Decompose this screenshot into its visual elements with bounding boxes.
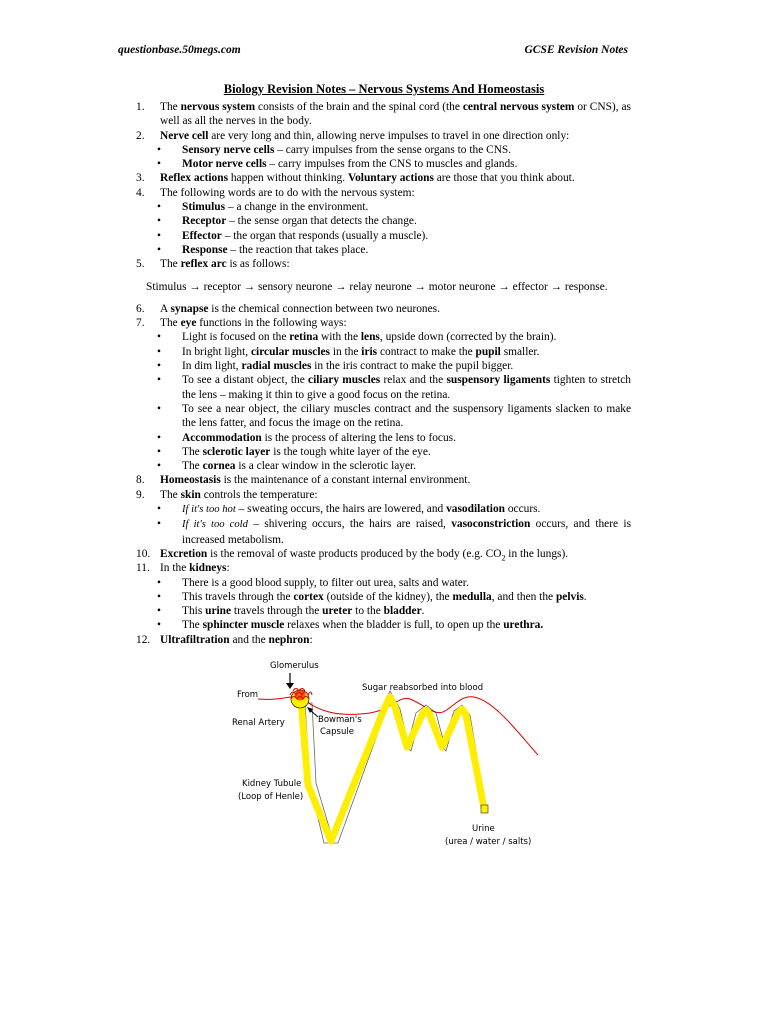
list-item: 4. The following words are to do with the nervous system: [136, 186, 415, 199]
from-label: From [237, 690, 259, 700]
list-item: 7. The eye functions in the following ways: [136, 317, 347, 330]
bullet-item: • If it's too cold – shivering occurs, the hairs are raised, vasoconstriction occurs, and there is increased metabolism. [157, 518, 632, 546]
renal-artery-label: Renal Artery [232, 718, 285, 728]
bullet-item: • In bright light, circular muscles in the iris contract to make the pupil smaller. [157, 345, 540, 358]
bullet-item: • Effector – the organ that responds (usually a muscle). [157, 229, 429, 242]
list-item: 10. Excretion is the removal of waste products produced by the body (e.g. $CO_2$ in the lungs). [136, 547, 569, 563]
bullet-item: • Response – the reaction that takes place. [157, 243, 369, 256]
bullet-item: • To see a near object, the ciliary muscles contract and the suspensory ligaments slacken to make the lens fatter, and focus the image on the retina. [157, 402, 631, 430]
bowmans-label-2: Capsule [320, 727, 354, 737]
bullet-item: • Sensory nerve cells – carry impulses from the sense organs to the CNS. [157, 143, 512, 156]
kidney-tubule-label: Kidney Tubule [242, 779, 302, 789]
sugar-reabsorbed-label: Sugar reabsorbed into blood [362, 683, 484, 693]
bullet-item: • There is a good blood supply, to filter out urea, salts and water. [157, 576, 469, 589]
page-title: Biology Revision Notes – Nervous Systems And Homeostasis [223, 82, 545, 96]
urine-contents-label: (urea / water / salts) [445, 837, 532, 847]
urine-outlet [481, 805, 488, 813]
bullet-item: • The sclerotic layer is the tough white layer of the eye. [157, 445, 431, 458]
list-item: 5. The reflex arc is as follows: [136, 258, 290, 271]
urine-label: Urine [472, 824, 495, 834]
nephron-diagram [230, 655, 540, 855]
bullet-item: • In dim light, radial muscles in the iris contract to make the pupil bigger. [157, 360, 514, 373]
notes-body [136, 100, 631, 647]
header-subject: GCSE Revision Notes [524, 44, 628, 56]
bullet-item: • Light is focused on the retina with the lens, upside down (corrected by the brain). [157, 331, 557, 344]
bullet-item: • Stimulus – a change in the environment. [157, 201, 369, 214]
reflex-arc-flow: Stimulus → receptor → sensory neurone → relay neurone → motor neurone → effector → response. [146, 280, 608, 293]
bullet-item: • The sphincter muscle relaxes when the bladder is full, to open up the urethra. [157, 619, 544, 632]
list-item: 1. The nervous system consists of the brain and the spinal cord (the central nervous system or CNS), as well as all the nerves in the body. [136, 101, 631, 128]
bullet-item: • Accommodation is the process of altering the lens to focus. [157, 431, 456, 444]
list-item: 12. Ultrafiltration and the nephron: [136, 633, 313, 646]
bullet-item: • To see a distant object, the ciliary muscles relax and the suspensory ligaments tighten to stretch the lens – making it thin to give a good focus on the retina. [157, 374, 631, 401]
header-site: questionbase.50megs.com [118, 44, 241, 56]
list-item: 3. Reflex actions happen without thinking. Voluntary actions are those that you think about. [136, 172, 575, 185]
arrow-down-icon [286, 683, 294, 689]
list-item: 11. In the kidneys: [136, 562, 230, 575]
list-item: 2. Nerve cell are very long and thin, allowing nerve impulses to travel in one direction only: [136, 129, 570, 142]
loop-of-henle-label: (Loop of Henle) [238, 792, 304, 802]
bullet-item: • If it's too hot – sweating occurs, the hairs are lowered, and vasodilation occurs. [157, 503, 541, 516]
glomerulus-label: Glomerulus [270, 661, 319, 671]
bullet-item: • This urine travels through the ureter to the bladder. [157, 605, 425, 618]
bullet-item: • The cornea is a clear window in the sclerotic layer. [157, 460, 417, 473]
bullet-item: • This travels through the cortex (outside of the kidney), the medulla, and then the pelvis. [157, 590, 587, 603]
bullet-item: • Motor nerve cells – carry impulses from the CNS to muscles and glands. [157, 158, 518, 171]
list-item: 8. Homeostasis is the maintenance of a constant internal environment. [136, 474, 471, 487]
list-item: 6. A synapse is the chemical connection between two neurones. [136, 302, 440, 315]
list-item: 9. The skin controls the temperature: [136, 488, 318, 501]
bowmans-label-1: Bowman's [318, 715, 362, 725]
bullet-item: • Receptor – the sense organ that detects the change. [157, 215, 417, 228]
